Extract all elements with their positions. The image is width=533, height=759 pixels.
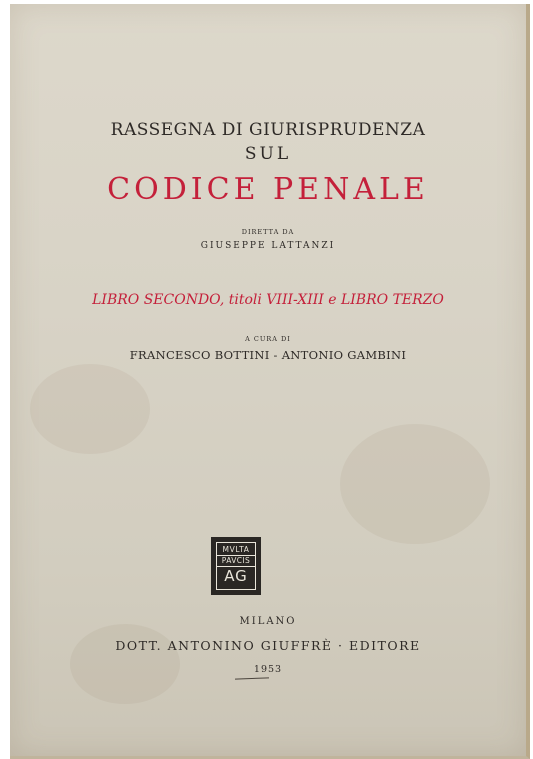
title-line-2: SUL: [244, 144, 292, 164]
main-title: CODICE PENALE: [107, 172, 429, 207]
curators-names: FRANCESCO BOTTINI - ANTONIO GAMBINI: [129, 348, 407, 362]
logo-text-line-3: AG: [224, 567, 248, 585]
publisher-name: DOTT. ANTONINO GIUFFRÈ · EDITORE: [115, 638, 421, 653]
logo-text-line-2: PAVCIS: [221, 556, 251, 565]
curated-by-label: A CURA DI: [245, 335, 291, 343]
director-name: GIUSEPPE LATTANZI: [200, 241, 336, 251]
directed-by-label: DIRETTA DA: [241, 228, 295, 236]
publisher-logo: [211, 537, 261, 595]
logo-text-line-1: MVLTA: [222, 545, 250, 554]
title-line-1: RASSEGNA DI GIURISPRUDENZA: [110, 120, 426, 140]
logo-frame: [216, 542, 256, 590]
book-cover: [10, 4, 530, 759]
publication-year: 1953: [253, 664, 283, 675]
paper-stain: [340, 424, 490, 544]
paper-stain: [30, 364, 150, 454]
year-underline: [235, 677, 269, 679]
volume-subtitle: LIBRO SECONDO, titoli VIII-XIII e LIBRO TERZO: [92, 292, 444, 308]
publisher-city: MILANO: [239, 616, 297, 627]
